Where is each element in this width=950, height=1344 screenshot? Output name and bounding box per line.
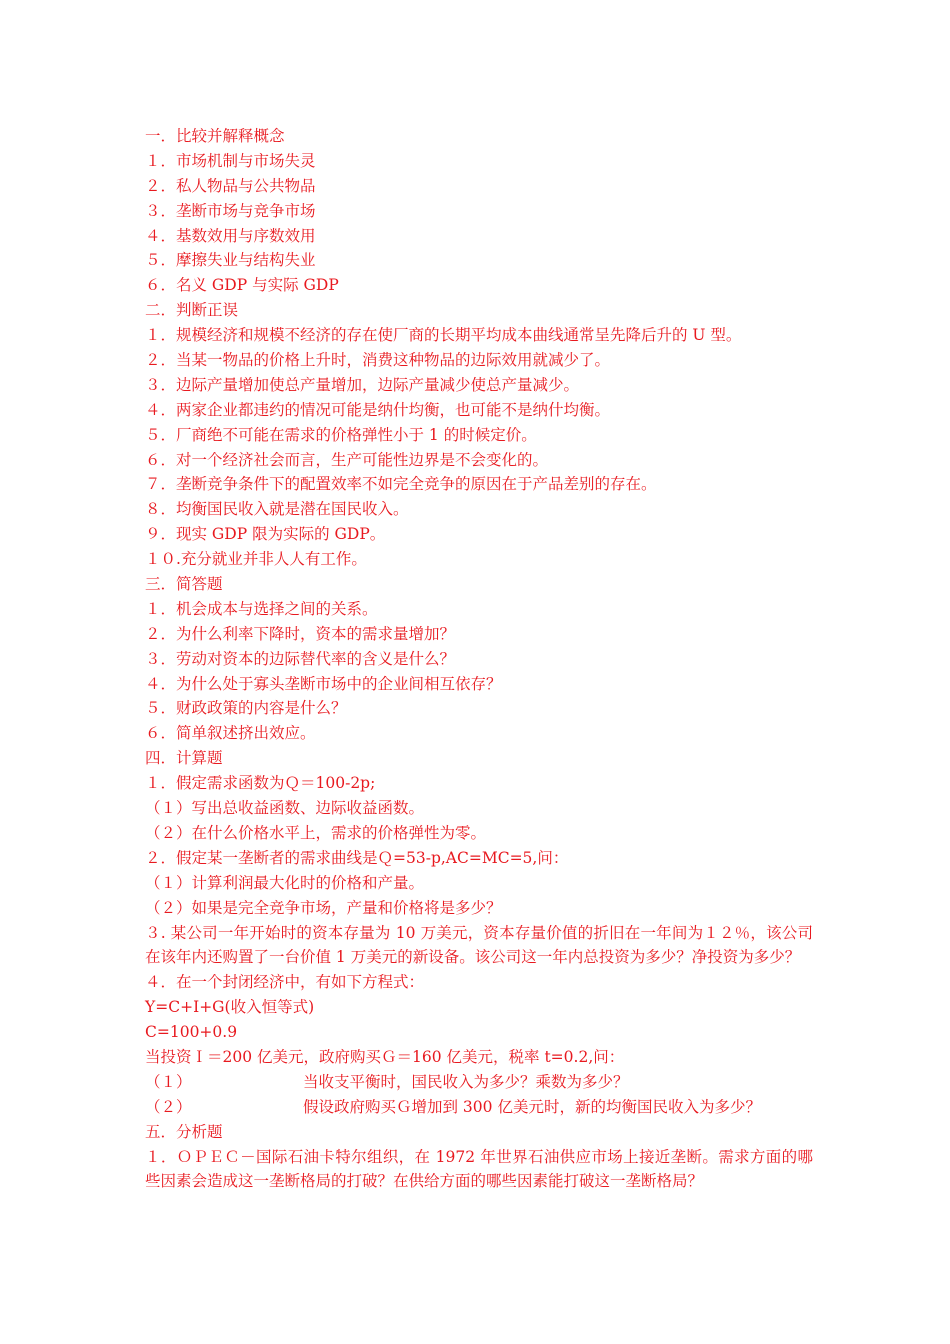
section-heading-1: 一．比较并解释概念 xyxy=(145,127,285,145)
short-answer-item-3: ３．劳动对资本的边际替代率的含义是什么？ xyxy=(145,649,456,668)
short-answer-item-1: １．机会成本与选择之间的关系。 xyxy=(145,599,378,618)
concept-item-3: ３．垄断市场与竞争市场 xyxy=(145,201,316,220)
calc-q1: １．假定需求函数为Ｑ＝100-2p; xyxy=(145,774,376,793)
calc-q4: ４．在一个封闭经济中，有如下方程式： xyxy=(145,973,425,992)
calc-q4-part-2-label: （２） xyxy=(145,1097,192,1116)
section-heading-4: 四．计算题 xyxy=(145,749,223,768)
concept-item-1: １．市场机制与市场失灵 xyxy=(145,151,316,170)
calc-q3: ３. 某公司一年开始时的资本存量为 10 万美元，资本存量价值的折旧在一年间为１２％，该公司在该年内还购置了一台价值 1 万美元的新设备。该公司这一年内总投资为多少？净投资为多少？ xyxy=(145,923,813,967)
short-answer-item-4: ４．为什么处于寡头垄断市场中的企业间相互依存？ xyxy=(145,674,502,693)
judgment-item-4: ４．两家企业都违约的情况可能是纳什均衡，也可能不是纳什均衡。 xyxy=(145,400,611,419)
calc-q4-part-1 xyxy=(145,1070,813,1095)
short-answer-item-2: ２．为什么利率下降时，资本的需求量增加？ xyxy=(145,624,456,643)
document-body xyxy=(145,124,813,1194)
judgment-item-10: １０.充分就业并非人人有工作。 xyxy=(145,550,367,569)
judgment-item-1: １．规模经济和规模不经济的存在使厂商的长期平均成本曲线通常呈先降后升的 U 型。 xyxy=(145,326,742,345)
calc-q4-part-2-text: 假设政府购买Ｇ增加到 300 亿美元时，新的均衡国民收入为多少？ xyxy=(303,1097,761,1116)
concept-item-5: ５．摩擦失业与结构失业 xyxy=(145,251,316,270)
calc-q4-part-1-label: （１） xyxy=(145,1072,192,1091)
short-answer-item-6: ６．简单叙述挤出效应。 xyxy=(145,724,316,743)
calc-q4-part-2 xyxy=(145,1095,813,1120)
judgment-item-9: ９．现实 GDP 限为实际的 GDP。 xyxy=(145,525,386,544)
section-heading-3: 三．简答题 xyxy=(145,575,223,594)
judgment-item-2: ２．当某一物品的价格上升时，消费这种物品的边际效用就减少了。 xyxy=(145,351,611,370)
analysis-q1: １．ＯＰＥＣ－国际石油卡特尔组织，在 1972 年世界石油供应市场上接近垄断。需求方面的哪些因素会造成这一垄断格局的打破？在供给方面的哪些因素能打破这一垄断格局？ xyxy=(145,1147,813,1191)
concept-item-6: ６．名义 GDP 与实际 GDP xyxy=(145,276,339,295)
calc-q4-equation-2: C=100+0.9 xyxy=(145,1023,238,1042)
section-heading-2: 二．判断正误 xyxy=(145,301,239,320)
judgment-item-6: ６．对一个经济社会而言，生产可能性边界是不会变化的。 xyxy=(145,450,549,469)
short-answer-item-5: ５．财政政策的内容是什么？ xyxy=(145,699,347,718)
judgment-item-7: ７．垄断竞争条件下的配置效率不如完全竞争的原因在于产品差别的存在。 xyxy=(145,475,657,494)
judgment-item-8: ８．均衡国民收入就是潜在国民收入。 xyxy=(145,500,409,519)
calc-q4-equation-1: Y=C+I+G(收入恒等式) xyxy=(145,998,315,1017)
calc-q4-condition: 当投资Ｉ＝200 亿美元，政府购买Ｇ＝160 亿美元，税率 t=0.2,问： xyxy=(145,1047,625,1066)
concept-item-2: ２．私人物品与公共物品 xyxy=(145,176,316,195)
calc-q2-part-1: （１）计算利润最大化时的价格和产量。 xyxy=(145,873,425,892)
judgment-item-3: ３．边际产量增加使总产量增加，边际产量减少使总产量减少。 xyxy=(145,375,580,394)
section-heading-5: 五．分析题 xyxy=(145,1122,223,1141)
calc-q2: ２．假定某一垄断者的需求曲线是Ｑ=53-p,AC=MC=5,问： xyxy=(145,848,569,867)
calc-q1-part-1: （１）写出总收益函数、边际收益函数。 xyxy=(145,799,425,818)
calc-q1-part-2: （２）在什么价格水平上，需求的价格弹性为零。 xyxy=(145,823,487,842)
judgment-item-5: ５．厂商绝不可能在需求的价格弹性小于 1 的时候定价。 xyxy=(145,425,537,444)
concept-item-4: ４．基数效用与序数效用 xyxy=(145,226,316,245)
calc-q4-part-1-text: 当收支平衡时，国民收入为多少？乘数为多少？ xyxy=(303,1072,629,1091)
calc-q2-part-2: （２）如果是完全竞争市场，产量和价格将是多少？ xyxy=(145,898,502,917)
